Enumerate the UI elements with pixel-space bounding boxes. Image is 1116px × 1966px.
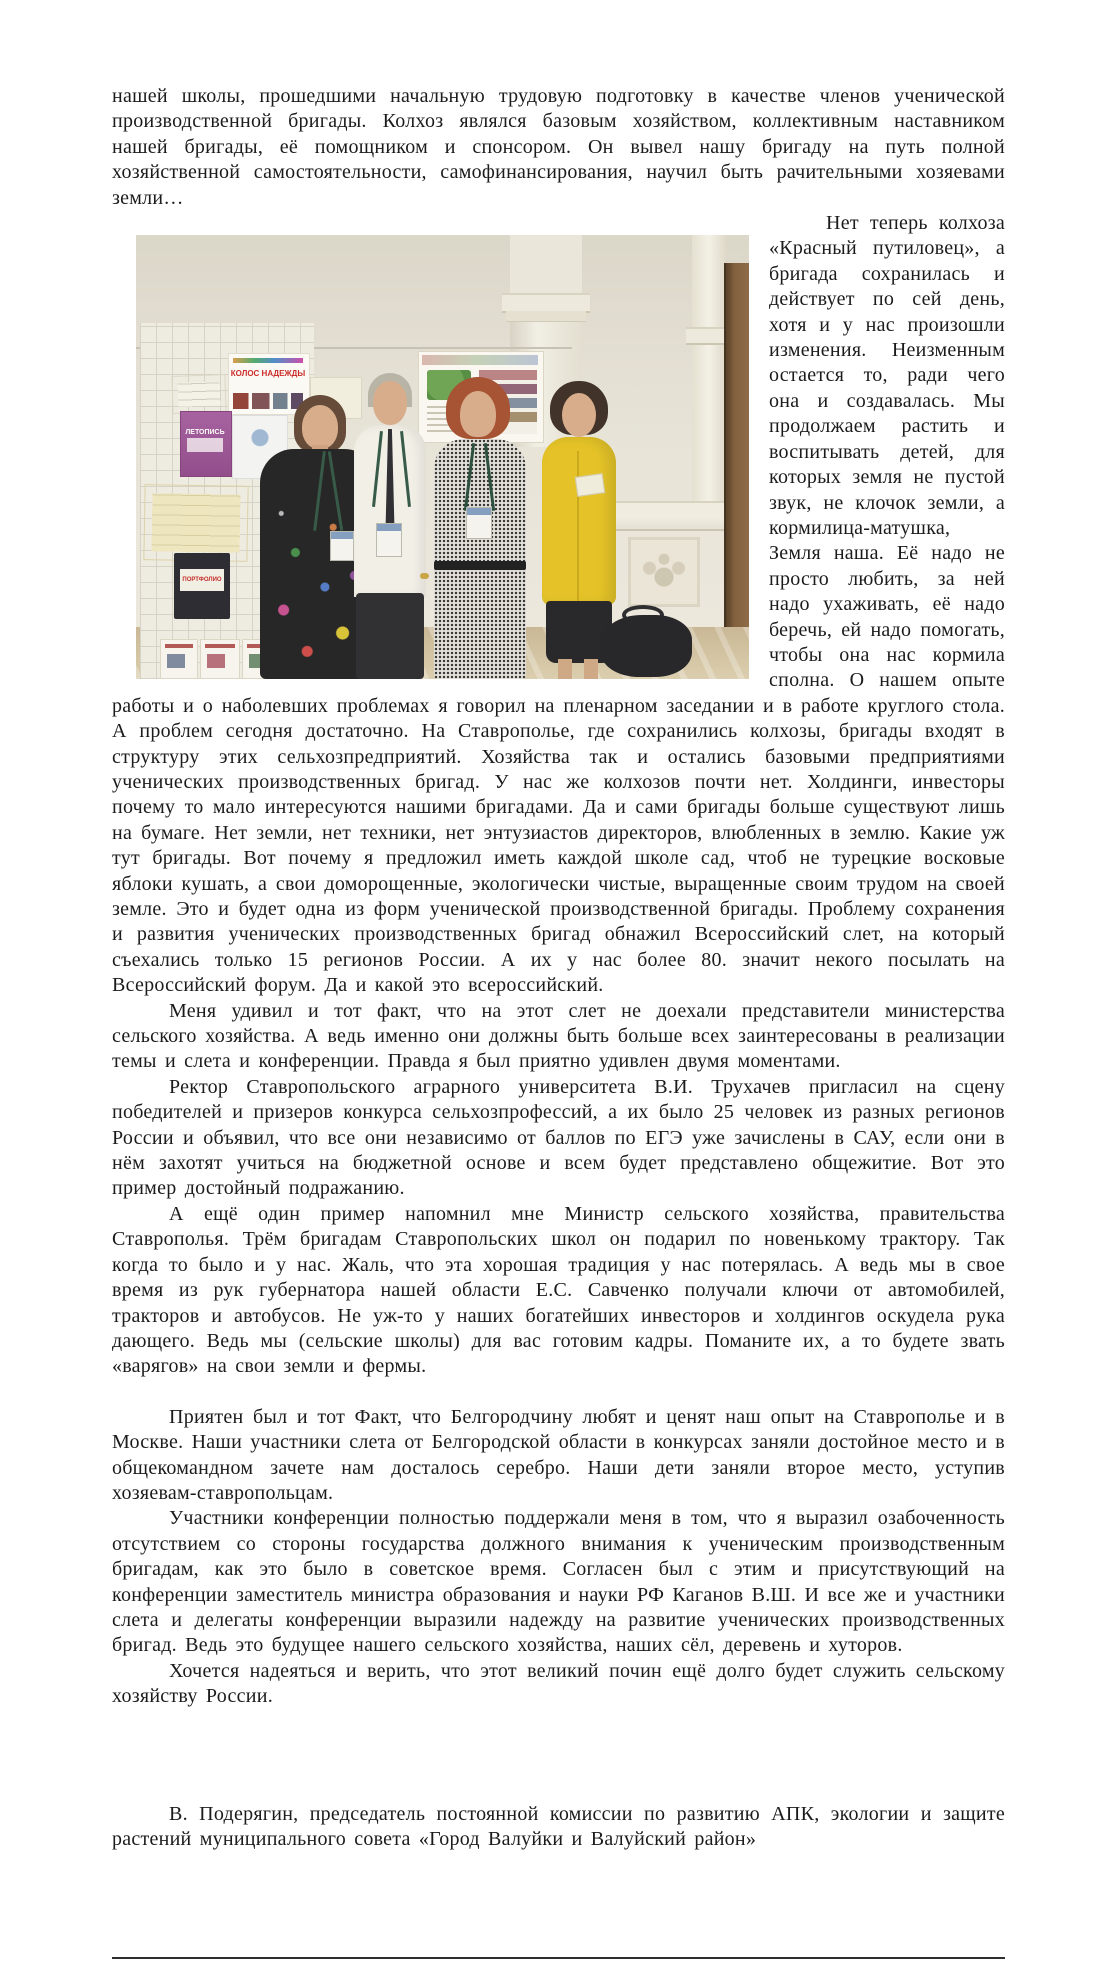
page-bottom-rule [112, 1957, 1005, 1959]
leaflet [200, 639, 240, 679]
purple-poster [180, 411, 232, 477]
ornament-panel [628, 537, 700, 607]
leaflet [160, 639, 198, 679]
paragraph-4: Ректор Ставропольского аграрного университета В.И. Трухачев пригласил на сцену победителей и призеров конкурса сельхозпрофессий, а их было 25 человек из разных регионов России и объявил, что все они независимо от баллов по ЕГЭ уже зачислены в САУ, если они в нём захотят учиться на бюджетной основе и всем будет представлено общежитие. Вот это пример достойный подражанию. [112, 1075, 1005, 1200]
photo-delegation-at-exhibition [136, 235, 749, 679]
purple-poster-title: ЛЕТОПИСЬ [185, 429, 225, 437]
column-capital-lower [506, 311, 586, 322]
woman-auburn-face [460, 391, 496, 437]
man-watch [420, 573, 429, 579]
man-face [373, 381, 407, 425]
yellow-paper [143, 484, 248, 562]
woman-floral-face [302, 405, 338, 449]
poster-title: КОЛОС НАДЕЖДЫ [230, 369, 306, 379]
column-capital [502, 293, 590, 313]
black-folder [174, 553, 230, 619]
column-top [510, 235, 582, 293]
poster-color-strip [233, 358, 303, 363]
paragraph-6: Приятен был и тот Факт, что Белгородчину любят и ценят наш опыт на Ставрополье и в Москве. Наши участники слета от Белгородской области в конкурсах заняли достойное место и в общекомандном зачете нам досталось серебро. Наши дети заняли второе место, уступив хозяевам-ставропольцам. [112, 1405, 1005, 1504]
woman-yellow-leg [584, 659, 598, 679]
name-badge [330, 531, 354, 561]
text-block [112, 84, 1005, 1852]
woman-yellow-blouse [542, 437, 616, 605]
name-badge [376, 523, 402, 557]
signature-line: В. Подерягин, председатель постоянной комиссии по развитию АПК, экологии и защите растений муниципального совета «Город Валуйки и Валуйский район» [112, 1802, 1005, 1850]
woman-yellow-face [562, 393, 596, 437]
woman-speckled-dress [434, 439, 526, 679]
pilaster [692, 235, 726, 503]
diploma-card [171, 374, 226, 414]
name-badge [575, 473, 606, 497]
man-trousers [356, 593, 424, 679]
name-badge [466, 507, 492, 539]
poster-photo-thumbs [233, 393, 303, 409]
poster-board-header [422, 355, 538, 365]
paragraph-8: Хочется надеяться и верить, что этот великий почин ещё долго будет служить сельскому хозяйству России. [112, 1659, 1005, 1708]
purple-poster-band [187, 438, 223, 452]
black-bag [600, 615, 692, 677]
blouse-button-line [577, 451, 579, 601]
woman-yellow-leg [558, 659, 572, 679]
paragraph-3: Меня удивил и тот факт, что на этот слет не доехали представители министерства сельского хозяйства. А ведь именно они должны быть больше всех заинтересованы в реализации темы и слета и конференции. Правда я был приятно удивлен двумя моментами. [112, 999, 1005, 1073]
folder-label: ПОРТФОЛИО [180, 569, 224, 591]
woman-speckled-belt [434, 561, 526, 570]
paragraph-5: А ещё один пример напомнил мне Министр сельского хозяйства, правительства Ставрополья. Трём бригадам Ставропольских школ он подарил по новенькому трактору. Так когда то было и у нас. Жаль, что эта хорошая традиция у нас потерялась. А ведь мы в свое время из рук губернатора нашей области Е.С. Савченко получали ключи от автомобилей, тракторов и автобусов. Не уж-то у наших богатейших инвесторов и холдингов оскудела рука дающего. Ведь мы (сельские школы) для вас готовим кадры. Поманите их, а то будете звать «варягов» на свои земли и фермы. [112, 1202, 1005, 1378]
paragraph-7: Участники конференции полностью поддержали меня в том, что я выразил озабоченность отсутствием со стороны государства должного внимания к ученическим производственным бригадам, как это было в советское время. Согласен был с этим и присутствующий на конференции заместитель министра образования и науки РФ Каганов В.Ш. И все же и участники слета и делегаты конференции выразили надежду на развитие ученических производственных бригад. Ведь это будущее нашего сельского хозяйства, наших сёл, деревень и хуторов. [112, 1507, 1005, 1657]
wooden-door [724, 263, 749, 667]
paragraph-2: Нет теперь колхоза «Красный путиловец», а бригада сохранилась и действует по сей день, хотя и у нас произошли изменения. Неизменным остается то, ради чего она и создавалась. Мы продолжаем растить и воспитывать детей, для которых земля не пустой звук, не клочок земли, а кормилица-матушка, Земля наша. Её надо не просто любить, за ней надо ухаживать, её надо беречь, ей надо помогать, чтобы она нас кормила сполна. О нашем опыте работы и о наболевших проблемах я говорил на пленарном заседании и в работе круглого стола. А проблем сегодня достаточно. На Ставрополье, где сохранились колхозы, бригады входят в структуру этих сельхозпредприятий. Хозяйства так и остались базовыми предприятиями ученических производственных бригад. У нас же колхозов почти нет. Холдинги, инвесторы почему то мало интересуются нашими бригадами. Да и сами бригады больше существуют лишь на бумаге. Нет земли, нет техники, нет энтузиастов директоров, влюбленных в землю. Какие уж тут бригады. Вот почему я предложил иметь каждой школе сад, чтоб не турецкие восковые яблоки кушать, а свои доморощенные, экологически чистые, выращенные своим трудом на своей земле. Это и будет одна из форм ученической производственной бригады. Проблему сохранения и развития ученических производственных бригад обнажил Всероссийский слет, на который съехались только 15 регионов России. А их у нас более 80. значит некого посылать на Всероссийский форум. Да и какой это всероссийский. [112, 212, 1005, 997]
paragraph-1: нашей школы, прошедшими начальную трудовую подготовку в качестве членов ученической производственной бригады. Колхоз являлся базовым хозяйством, коллективным наставником нашей бригады, её помощником и спонсором. Он вывел нашу бригаду на путь полной хозяйственной самостоятельности, самофинансирования, научил быть рачительными хозяевами земли… [112, 85, 1005, 209]
